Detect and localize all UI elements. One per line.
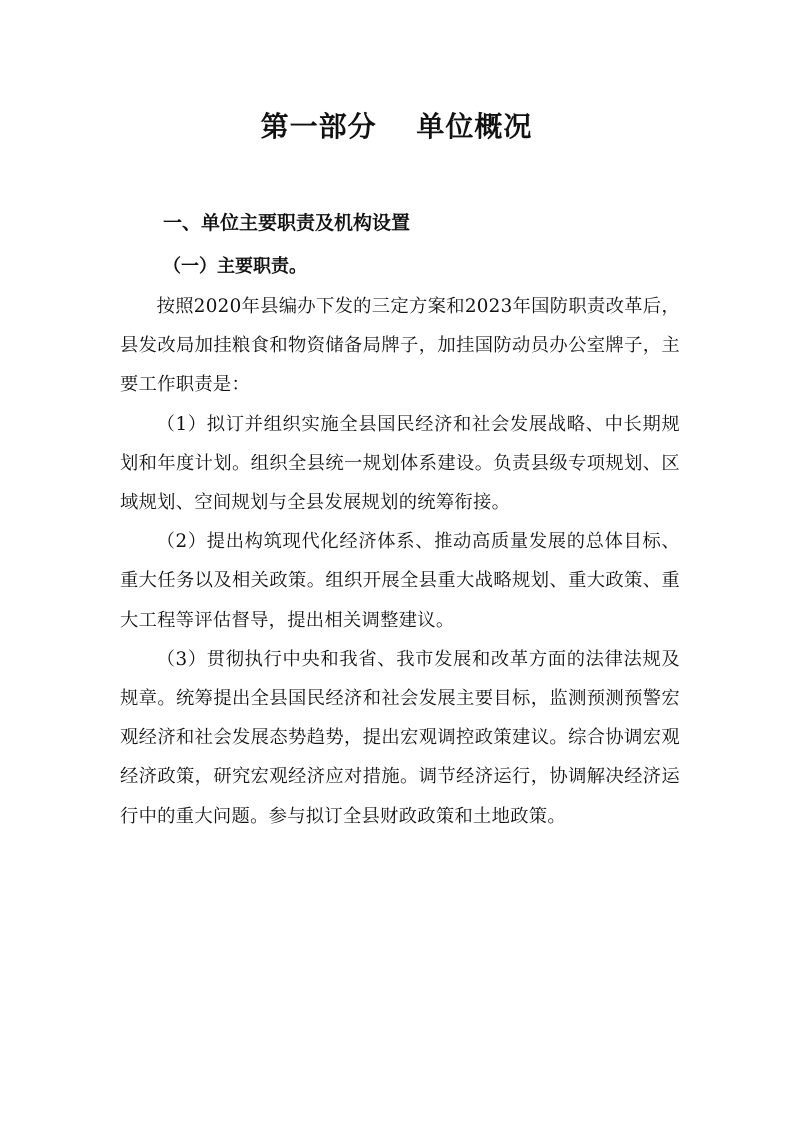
paragraph-duty-3: （3）贯彻执行中央和我省、我市发展和改革方面的法律法规及规章。统筹提出全县国民经济和社会发展主要目标，监测预测预警宏观经济和社会发展态势趋势，提出宏观调控政策建议。综合协调宏观经济政策，研究宏观经济应对措施。调节经济运行，协调解决经济运行中的重大问题。参与拟订全县财政政策和土地政策。 <box>120 648 680 827</box>
section-heading: 一、单位主要职责及机构设置 <box>163 212 411 234</box>
body-text <box>120 287 680 836</box>
paragraph-intro: 按照2020年县编办下发的三定方案和2023年国防职责改革后，县发改局加挂粮食和物资储备局牌子，加挂国防动员办公室牌子，主要工作职责是： <box>120 296 680 396</box>
paragraph-duty-1: （1）拟订并组织实施全县国民经济和社会发展战略、中长期规划和年度计划。组织全县统一规划体系建设。负责县级专项规划、区域规划、空间规划与全县发展规划的统筹衔接。 <box>120 413 680 514</box>
page-title: 第一部分 单位概况 <box>260 110 533 143</box>
paragraph-duty-2: （2）提出构筑现代化经济体系、推动高质量发展的总体目标、重大任务以及相关政策。组织开展全县重大战略规划、重大政策、重大工程等评估督导，提出相关调整建议。 <box>120 531 680 631</box>
subsection-heading: （一）主要职责。 <box>163 256 307 277</box>
